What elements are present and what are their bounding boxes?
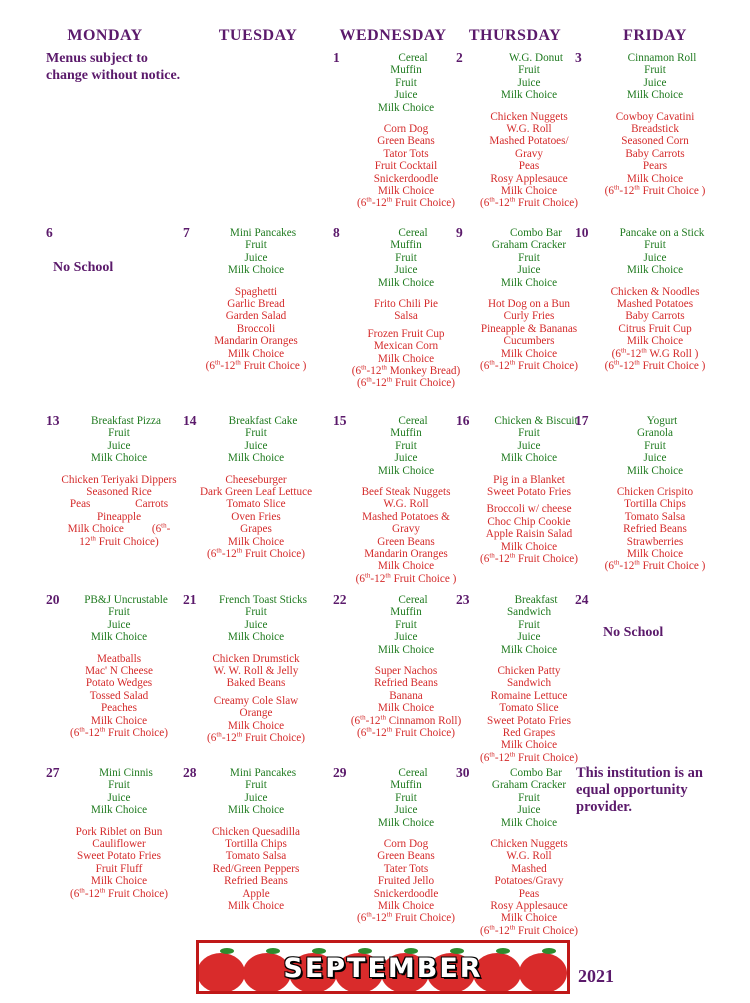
lunch-item: (6th-12th Fruit Choice ): [604, 185, 706, 198]
lunch-item: Cowboy Cavatini: [615, 110, 695, 123]
lunch-item: Tortilla Chips: [225, 838, 287, 851]
lunch-item: Tater Tots: [383, 862, 429, 875]
lunch-item: Chicken Nuggets: [490, 838, 568, 851]
lunch-item: Green Beans: [377, 850, 435, 863]
breakfast-item: Fruit: [108, 779, 130, 792]
breakfast-item: Milk Choice: [500, 452, 558, 465]
lunch-item: Mashed Potatoes/: [489, 135, 569, 148]
lunch-item: Peaches: [100, 702, 138, 715]
date-number: 13: [46, 413, 60, 428]
lunch-item: Romaine Lettuce: [490, 689, 568, 702]
lunch-item: Pineapple: [96, 510, 142, 523]
day-header-tuesday: TUESDAY: [218, 27, 298, 44]
breakfast-item: Muffin: [390, 64, 422, 77]
breakfast-item: Fruit: [395, 618, 417, 631]
lunch-item: Apple Raisin Salad: [485, 528, 573, 541]
lunch-item: Milk Choice: [377, 560, 435, 573]
lunch-item: Tator Tots: [383, 147, 429, 160]
lunch-item: Seasoned Corn: [621, 135, 689, 148]
breakfast-item: Juice: [244, 618, 268, 631]
lunch-item: W.G. Roll: [506, 123, 552, 136]
breakfast-item: W.G. Donut: [509, 52, 563, 64]
breakfast-menu: [575, 415, 735, 477]
breakfast-item: Sandwich: [506, 606, 552, 619]
lunch-item: Choc Chip Cookie: [487, 515, 571, 528]
breakfast-menu: [183, 415, 329, 465]
day-header-friday: FRIDAY: [623, 27, 687, 44]
lunch-item: Milk Choice: [227, 719, 285, 732]
date-number: 30: [456, 765, 470, 780]
breakfast-item: Fruit: [108, 427, 130, 440]
breakfast-item: Fruit: [518, 427, 540, 440]
breakfast-item: Cereal: [398, 227, 428, 239]
date-number: 24: [575, 592, 589, 607]
lunch-item: Milk Choice: [500, 347, 558, 360]
breakfast-item: Juice: [394, 804, 418, 817]
lunch-item: Sweet Potato Fries: [487, 714, 571, 727]
day-cell: [456, 594, 602, 764]
lunch-item: Milk Choice: [227, 347, 285, 360]
day-cell: [575, 52, 735, 197]
lunch-item: Dark Green Leaf Lettuce: [199, 486, 313, 499]
lunch-item: Corn Dog: [383, 123, 429, 136]
month-title: SEPTEMBER: [283, 953, 483, 984]
lunch-item: Cucumbers: [503, 335, 555, 348]
lunch-item: Milk Choice: [500, 739, 558, 752]
date-number: 23: [456, 592, 470, 607]
lunch-item: Chicken Drumstick: [212, 652, 300, 665]
lunch-menu: [46, 826, 192, 900]
lunch-item: Broccoli w/ cheese: [486, 503, 572, 516]
lunch-item: Mexican Corn: [373, 340, 439, 353]
breakfast-item: Muffin: [390, 779, 422, 792]
lunch-item: Tomato Salsa: [225, 850, 287, 863]
lunch-item: Milk Choice: [227, 900, 285, 913]
lunch-item: (6th-12th Fruit Choice): [207, 548, 305, 561]
breakfast-item: Milk Choice: [377, 643, 435, 656]
lunch-item: Banana: [389, 689, 423, 702]
lunch-item: (6th-12th Fruit Choice): [70, 727, 168, 740]
lunch-item: Sweet Potato Fries: [77, 850, 161, 863]
lunch-item: Milk Choice: [626, 335, 684, 348]
lunch-item: Milk Choice: [377, 900, 435, 913]
lunch-item: Chicken Nuggets: [490, 110, 568, 123]
breakfast-item: Fruit: [518, 791, 540, 804]
lunch-item: Chicken Crispito: [616, 486, 694, 499]
lunch-item: Milk Choice (6th-: [67, 523, 171, 536]
breakfast-item: Juice: [517, 76, 541, 89]
breakfast-item: Milk Choice: [626, 89, 684, 102]
lunch-item: Tomato Slice: [226, 498, 286, 511]
breakfast-item: Cereal: [398, 415, 428, 427]
lunch-item: Milk Choice: [377, 185, 435, 198]
lunch-item: Snickerdoodle: [373, 887, 439, 900]
lunch-item: Fruited Jello: [377, 875, 435, 888]
no-school-label: No School: [603, 625, 664, 640]
day-cell: [46, 767, 192, 900]
lunch-item: (6th-12th Fruit Choice): [480, 751, 578, 764]
lunch-item: (6th-12th Fruit Choice ): [604, 560, 706, 573]
lunch-item: Snickerdoodle: [373, 172, 439, 185]
date-number: 27: [46, 765, 60, 780]
lunch-item: Milk Choice: [377, 702, 435, 715]
breakfast-menu: [183, 767, 329, 817]
menu-notice: Menus subject to change without notice.: [46, 51, 181, 83]
lunch-item: (6th-12th Fruit Choice ): [205, 360, 307, 373]
month-banner: [196, 940, 570, 994]
lunch-item: Mashed Potatoes: [616, 298, 694, 311]
breakfast-item: Juice: [643, 452, 667, 465]
breakfast-menu: [46, 415, 192, 465]
breakfast-item: PB&J Uncrustable: [84, 594, 168, 606]
breakfast-item: Milk Choice: [90, 452, 148, 465]
lunch-item: Sweet Potato Fries: [487, 486, 571, 499]
lunch-menu: [456, 665, 602, 764]
lunch-menu: [575, 286, 735, 373]
lunch-item: Rosy Applesauce: [490, 172, 568, 185]
lunch-item: Chicken & Noodles: [610, 285, 700, 298]
lunch-item: Mashed: [511, 862, 547, 875]
lunch-item: Green Beans: [377, 535, 435, 548]
breakfast-item: Milk Choice: [227, 804, 285, 817]
lunch-item: Mashed Potatoes &: [362, 510, 450, 523]
lunch-item: W.G. Roll: [383, 498, 429, 511]
breakfast-item: Milk Choice: [90, 631, 148, 644]
breakfast-menu: [183, 227, 329, 277]
lunch-item: Frito Chili Pie: [373, 298, 439, 311]
date-number: 10: [575, 225, 589, 240]
lunch-menu: [575, 486, 735, 573]
breakfast-item: Milk Choice: [500, 89, 558, 102]
lunch-item: Pork Riblet on Bun: [75, 825, 163, 838]
lunch-item: (6th-12th Fruit Choice): [480, 360, 578, 373]
breakfast-item: Yogurt: [646, 415, 678, 427]
day-header-thursday: THURSDAY: [468, 27, 562, 44]
breakfast-item: Muffin: [390, 606, 422, 619]
breakfast-item: Juice: [394, 89, 418, 102]
breakfast-item: Juice: [107, 618, 131, 631]
lunch-item: Orange: [239, 707, 273, 720]
lunch-item: Peas: [518, 887, 540, 900]
breakfast-item: Milk Choice: [227, 631, 285, 644]
breakfast-item: Breakfast: [514, 594, 558, 606]
lunch-item: (6th-12th Fruit Choice): [207, 732, 305, 745]
lunch-item: Chicken Teriyaki Dippers: [61, 473, 177, 486]
lunch-item: (6th-12th Fruit Choice ): [604, 360, 706, 373]
date-number: 15: [333, 413, 347, 428]
breakfast-item: Fruit: [518, 251, 540, 264]
lunch-item: Cheeseburger: [225, 473, 287, 486]
breakfast-item: Graham Cracker: [491, 239, 567, 252]
day-cell: [46, 594, 192, 739]
lunch-item: Grapes: [240, 523, 272, 536]
breakfast-item: Cereal: [398, 594, 428, 606]
lunch-item: Apple: [242, 887, 270, 900]
day-cell: [183, 767, 329, 912]
breakfast-item: Fruit: [518, 64, 540, 77]
lunch-item: Milk Choice: [626, 548, 684, 561]
lunch-item: Milk Choice: [90, 714, 148, 727]
lunch-menu: [456, 838, 602, 937]
lunch-item: Baked Beans: [226, 677, 286, 690]
lunch-item: Meatballs: [96, 652, 142, 665]
date-number: 1: [333, 50, 340, 65]
day-cell: [575, 415, 735, 573]
breakfast-item: Milk Choice: [227, 264, 285, 277]
date-number: 3: [575, 50, 582, 65]
lunch-item: (6th-12th Monkey Bread): [351, 365, 461, 378]
lunch-item: (6th-12th Fruit Choice): [480, 924, 578, 937]
lunch-item: (6th-12th Fruit Choice): [480, 553, 578, 566]
lunch-item: Red Grapes: [502, 727, 556, 740]
lunch-menu: [183, 286, 329, 373]
breakfast-item: Juice: [517, 264, 541, 277]
lunch-item: (6th-12th Fruit Choice): [357, 727, 455, 740]
breakfast-item: Milk Choice: [500, 276, 558, 289]
breakfast-item: Juice: [643, 76, 667, 89]
breakfast-item: Juice: [107, 791, 131, 804]
lunch-item: Fruit Fluff: [95, 862, 143, 875]
date-number: 9: [456, 225, 463, 240]
lunch-item: 12th Fruit Choice): [79, 535, 159, 548]
lunch-item: Gravy: [392, 523, 420, 536]
lunch-item: (6th-12th Fruit Choice): [357, 912, 455, 925]
lunch-item: Peas Carrots: [69, 498, 169, 511]
lunch-item: Milk Choice: [377, 352, 435, 365]
date-number: 2: [456, 50, 463, 65]
lunch-item: Hot Dog on a Bun: [487, 298, 571, 311]
lunch-item: (6th-12th W.G Roll ): [611, 347, 699, 360]
lunch-item: Milk Choice: [500, 185, 558, 198]
equal-opportunity-note: This institution is an equal opportunity provider.: [576, 765, 703, 815]
breakfast-item: Milk Choice: [626, 464, 684, 477]
lunch-item: Super Nachos: [374, 665, 438, 678]
lunch-item: Creamy Cole Slaw: [213, 694, 299, 707]
lunch-item: Cauliflower: [92, 838, 146, 851]
lunch-item: Gravy: [515, 147, 543, 160]
lunch-item: W. W. Roll & Jelly: [213, 665, 299, 678]
breakfast-item: Milk Choice: [377, 816, 435, 829]
breakfast-item: Fruit: [395, 76, 417, 89]
breakfast-item: Chicken & Biscuit: [494, 415, 578, 427]
date-number: 8: [333, 225, 340, 240]
lunch-menu: [575, 111, 735, 198]
breakfast-item: Mini Pancakes: [229, 227, 297, 239]
lunch-item: Milk Choice: [500, 912, 558, 925]
breakfast-item: Fruit: [644, 439, 666, 452]
lunch-item: (6th-12th Fruit Choice): [480, 197, 578, 210]
lunch-item: (6th-12th Cinnamon Roll): [350, 714, 462, 727]
lunch-menu: [183, 826, 329, 913]
breakfast-item: Fruit: [245, 239, 267, 252]
breakfast-item: Milk Choice: [626, 264, 684, 277]
lunch-item: Tomato Salsa: [624, 510, 686, 523]
lunch-item: Tossed Salad: [89, 689, 149, 702]
breakfast-item: Combo Bar: [510, 767, 562, 779]
breakfast-item: Milk Choice: [377, 276, 435, 289]
lunch-item: (6th-12th Fruit Choice): [70, 887, 168, 900]
breakfast-item: Fruit: [518, 618, 540, 631]
date-number: 16: [456, 413, 470, 428]
lunch-item: Refried Beans: [224, 875, 288, 888]
year-label: 2021: [578, 966, 614, 986]
breakfast-item: Juice: [394, 631, 418, 644]
date-number: 21: [183, 592, 197, 607]
lunch-item: Milk Choice: [227, 535, 285, 548]
lunch-item: Oven Fries: [231, 510, 281, 523]
lunch-item: Milk Choice: [90, 875, 148, 888]
lunch-item: Tortilla Chips: [624, 498, 686, 511]
breakfast-item: Juice: [107, 439, 131, 452]
breakfast-item: Milk Choice: [377, 101, 435, 114]
breakfast-item: Cereal: [398, 767, 428, 779]
breakfast-item: Mini Cinnis: [99, 767, 153, 779]
lunch-item: Pineapple & Bananas: [480, 322, 578, 335]
lunch-menu: [183, 474, 329, 561]
breakfast-item: Graham Cracker: [491, 779, 567, 792]
date-number: 7: [183, 225, 190, 240]
lunch-item: Baby Carrots: [625, 310, 685, 323]
lunch-item: Pears: [642, 160, 668, 173]
lunch-item: Red/Green Peppers: [212, 862, 300, 875]
lunch-item: Garlic Bread: [227, 298, 285, 311]
breakfast-item: Breakfast Pizza: [91, 415, 161, 427]
breakfast-item: Juice: [517, 439, 541, 452]
breakfast-item: Fruit: [245, 606, 267, 619]
lunch-item: Milk Choice: [500, 540, 558, 553]
lunch-item: Garden Salad: [225, 310, 287, 323]
day-cell: [575, 227, 735, 372]
no-school-label: No School: [53, 260, 114, 275]
lunch-menu: [46, 474, 192, 548]
date-number: 20: [46, 592, 60, 607]
breakfast-menu: [183, 594, 329, 644]
lunch-item: Peas: [518, 160, 540, 173]
breakfast-item: Milk Choice: [90, 804, 148, 817]
breakfast-item: Milk Choice: [500, 643, 558, 656]
breakfast-item: Fruit: [395, 439, 417, 452]
lunch-item: Refried Beans: [623, 523, 687, 536]
day-cell: [456, 767, 602, 937]
lunch-item: Strawberries: [626, 535, 684, 548]
breakfast-item: Juice: [517, 631, 541, 644]
lunch-item: Spaghetti: [234, 285, 278, 298]
lunch-item: Broccoli: [236, 322, 276, 335]
date-number: 29: [333, 765, 347, 780]
lunch-menu: [183, 653, 329, 745]
lunch-item: (6th-12th Fruit Choice): [357, 197, 455, 210]
lunch-item: Breadstick: [631, 123, 679, 136]
breakfast-item: Fruit: [644, 64, 666, 77]
lunch-item: Mandarin Oranges: [214, 335, 298, 348]
lunch-item: W.G. Roll: [506, 850, 552, 863]
lunch-item: Tomato Slice: [499, 702, 559, 715]
lunch-item: Refried Beans: [374, 677, 438, 690]
breakfast-item: Pancake on a Stick: [619, 227, 705, 239]
day-cell: [46, 415, 192, 548]
breakfast-item: Muffin: [390, 239, 422, 252]
date-number: 28: [183, 765, 197, 780]
lunch-item: Chicken Quesadilla: [212, 825, 300, 838]
breakfast-item: Breakfast Cake: [228, 415, 298, 427]
breakfast-item: Juice: [394, 452, 418, 465]
day-header-wednesday: WEDNESDAY: [339, 27, 447, 44]
breakfast-menu: [46, 594, 192, 644]
date-number: 17: [575, 413, 589, 428]
breakfast-menu: [575, 227, 735, 277]
day-cell: [183, 594, 329, 744]
lunch-item: Seasoned Rice: [86, 486, 152, 499]
lunch-item: Pig in a Blanket: [493, 473, 565, 486]
breakfast-item: Muffin: [390, 427, 422, 440]
breakfast-item: Milk Choice: [227, 452, 285, 465]
breakfast-item: French Toast Sticks: [219, 594, 307, 606]
lunch-item: Potato Wedges: [85, 677, 153, 690]
breakfast-item: Cinnamon Roll: [627, 52, 697, 64]
breakfast-item: Juice: [517, 804, 541, 817]
date-number: 6: [46, 225, 53, 240]
breakfast-item: Mini Pancakes: [229, 767, 297, 779]
lunch-item: Salsa: [394, 310, 418, 323]
breakfast-item: Fruit: [245, 427, 267, 440]
breakfast-item: Fruit: [395, 251, 417, 264]
breakfast-item: Fruit: [108, 606, 130, 619]
lunch-item: Rosy Applesauce: [490, 900, 568, 913]
lunch-item: Corn Dog: [383, 838, 429, 851]
day-header-monday: MONDAY: [67, 27, 143, 44]
breakfast-item: Milk Choice: [377, 464, 435, 477]
breakfast-item: Fruit: [245, 779, 267, 792]
lunch-item: Curly Fries: [503, 310, 555, 323]
breakfast-item: Fruit: [644, 239, 666, 252]
lunch-menu: [46, 653, 192, 740]
lunch-item: Baby Carrots: [625, 147, 685, 160]
breakfast-item: Juice: [643, 251, 667, 264]
breakfast-item: Juice: [244, 251, 268, 264]
lunch-item: (6th-12th Fruit Choice): [357, 377, 455, 390]
lunch-item: Potatoes/Gravy: [494, 875, 564, 888]
breakfast-item: Combo Bar: [510, 227, 562, 239]
breakfast-menu: [575, 52, 735, 102]
lunch-item: Milk Choice: [626, 172, 684, 185]
breakfast-item: Juice: [244, 791, 268, 804]
lunch-item: Beef Steak Nuggets: [361, 486, 451, 499]
lunch-item: Mandarin Oranges: [364, 548, 448, 561]
breakfast-menu: [46, 767, 192, 817]
lunch-item: Citrus Fruit Cup: [618, 322, 692, 335]
breakfast-item: Granola: [636, 427, 674, 440]
lunch-item: Chicken Patty: [497, 665, 561, 678]
lunch-item: Sandwich: [506, 677, 552, 690]
breakfast-menu: [456, 767, 602, 829]
date-number: 22: [333, 592, 347, 607]
breakfast-item: Cereal: [398, 52, 428, 64]
lunch-item: Frozen Fruit Cup: [367, 327, 445, 340]
lunch-item: Mac' N Cheese: [85, 665, 153, 678]
day-cell: [183, 415, 329, 560]
breakfast-item: Juice: [394, 264, 418, 277]
breakfast-item: Fruit: [395, 791, 417, 804]
date-number: 14: [183, 413, 197, 428]
breakfast-item: Juice: [244, 439, 268, 452]
lunch-item: Fruit Cocktail: [374, 160, 438, 173]
lunch-item: Green Beans: [377, 135, 435, 148]
breakfast-item: Milk Choice: [500, 816, 558, 829]
lunch-item: (6th-12th Fruit Choice ): [355, 572, 457, 585]
day-cell: [183, 227, 329, 372]
